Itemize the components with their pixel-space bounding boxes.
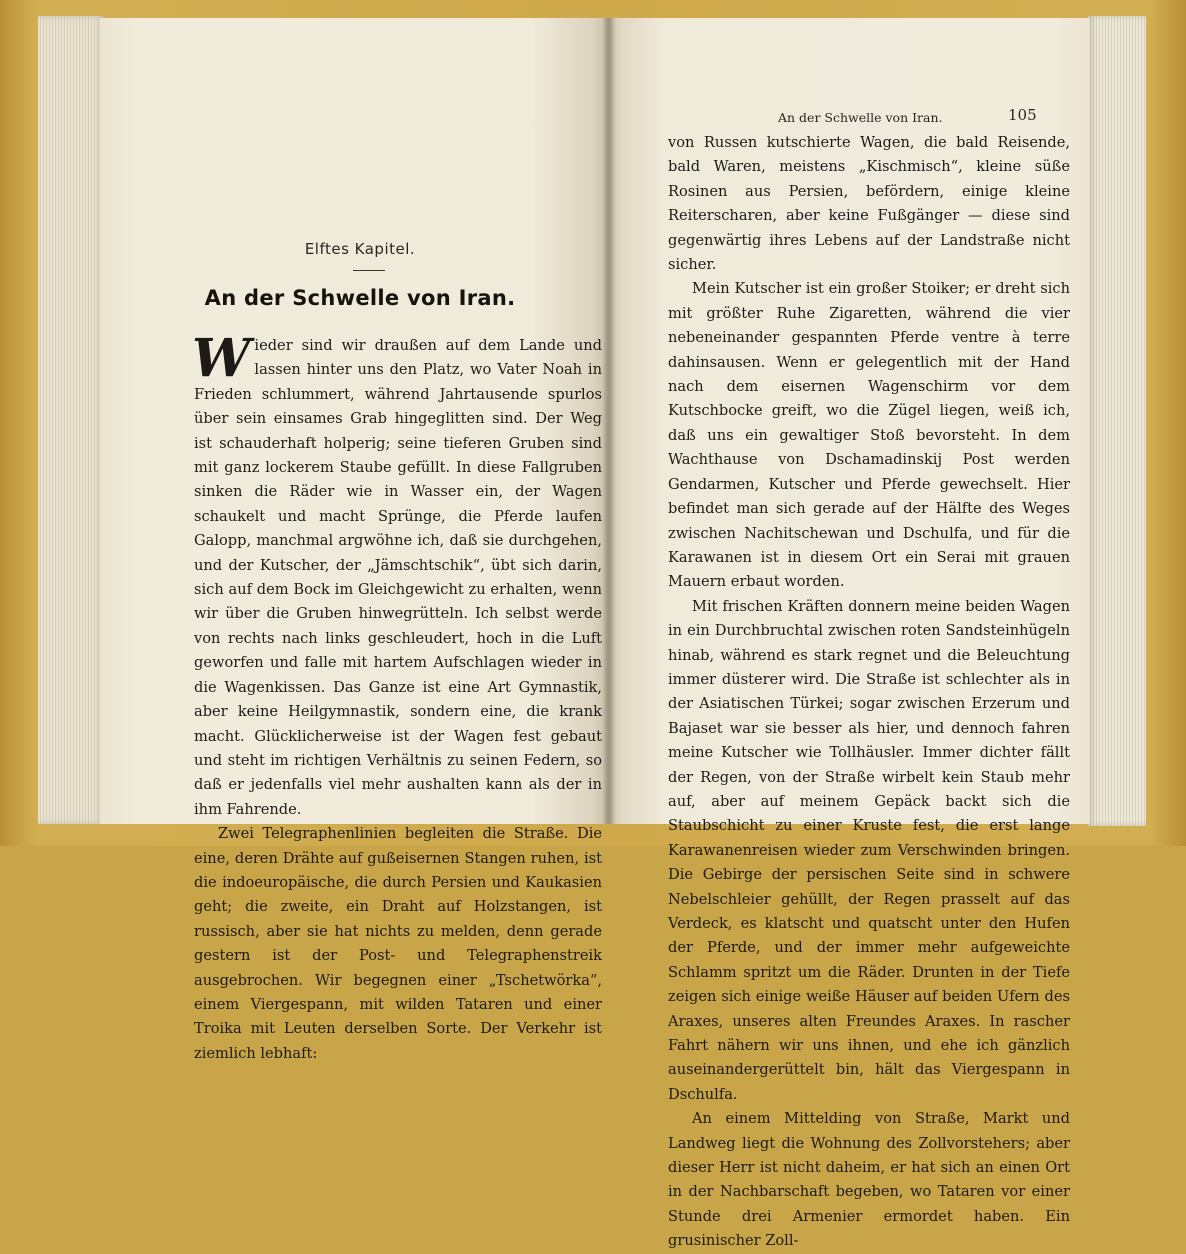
chapter-rule [353,270,385,271]
paragraph: An einem Mittelding von Straße, Markt und Landweg liegt die Wohnung des Zollvorstehers; aber dieser Herr ist nicht daheim, er hat sich an einen Ort in der Nachbarschaft begeben, wo Tataren vor einer Stunde drei Armenier ermordet haben. Ein grusinischer Zoll- [668,1110,1070,1250]
left-page-text [192,328,602,1066]
paragraph: Wieder sind wir draußen auf dem Lande und lassen hinter uns den Platz, wo Vater Noah in Frieden schlummert, während Jahrtausende spurlos über sein einsames Grab hingeglitten sind. Der Weg ist schauderhaft holperig; seine tieferen Gruben sind mit ganz lockerem Staube gefüllt. In diese Fallgruben sinken die Räder wie in Wasser ein, der Wagen schaukelt und macht Sprünge, die Pferde laufen Galopp, manchmal argwöhne ich, daß sie durchgehen, und der Kutscher, der „Jämschtschik“, übt sich darin, sich auf dem Bock im Gleichgewicht zu erhalten, wenn wir über die Gruben hinwegrütteln. Ich selbst werde von rechts nach links geschleudert, hoch in die Luft geworfen und falle mit hartem Aufschlagen wieder in die Wagenkissen. Das Ganze ist eine Art Gymnastik, aber keine Heilgymnastik, sondern eine, die krank macht. Glücklicherweise ist der Wagen fest gebaut und steht im richtigen Verhältnis zu seinen Federn, so daß er jedenfalls viel mehr aushalten kann als der in ihm Fahrende. [192,328,602,818]
left-page [100,18,608,1062]
drop-cap: W [192,328,251,389]
running-head: An der Schwelle von Iran. [778,110,943,125]
paragraph: von Russen kutschierte Wagen, die bald Reisende, bald Waren, meistens „Kischmisch“, kleine süße Rosinen aus Persien, befördern, einige kleine Reiterscharen, aber keine Fußgänger — diese sind gegenwärtig ihres Lebens auf der Landstraße nicht sicher. [668,134,1070,274]
book-gutter [602,18,616,824]
page-edges-left [38,16,104,824]
page-number: 105 [1008,106,1037,124]
page-edges-right [1088,16,1146,826]
chapter-label: Elftes Kapitel. [304,240,416,258]
chapter-title: An der Schwelle von Iran. [204,286,516,310]
paragraph: Zwei Telegraphenlinien begleiten die Straße. Die eine, deren Drähte auf gußeisernen Stangen ruhen, ist die indoeuropäische, die durch Persien und Kaukasien geht; die zweite, ein Draht auf Holzstangen, ist russisch, aber sie hat nichts zu melden, denn gerade gestern ist der Post- und Telegraphenstreik ausgebrochen. Wir begegnen einer „Tschetwörka“, einem Viergespann, mit wilden Tataren und einer Troika mit Leuten derselben Sorte. Der Verkehr ist ziemlich lebhaft: [194,825,602,1062]
paragraph: Mit frischen Kräften donnern meine beiden Wagen in ein Durchbruchtal zwischen roten Sandsteinhügeln hinab, während es stark regnet und die Beleuchtung immer düsterer wird. Die Straße ist schlechter als in der Asiatischen Türkei; sogar zwischen Erzerum und Bajaset war sie besser als hier, und dennoch fahren meine Kutscher wie Tollhäusler. Immer dichter fällt der Regen, von der Straße wirbelt kein Staub mehr auf, aber auf meinem Gepäck backt sich die Staubschicht zu einer Kruste fest, die erst lange Karawanenreisen wieder zum Verschwinden bringen. Die Gebirge der persischen Seite sind in schwere Nebelschleier gehüllt, der Regen prasselt auf das Verdeck, es klatscht und quatscht unter den Hufen der Pferde, und der immer mehr aufgeweichte Schlamm spritzt um die Räder. Drunten in der Tiefe zeigen sich einige weiße Häuser auf beiden Ufern des Araxes, unseres alten Freundes Araxes. In rascher Fahrt nähern wir uns ihnen, und ehe ich gänzlich auseinandergerüttelt bin, hält das Viergespann in Dschulfa. [668,597,1070,1103]
paragraph: Mein Kutscher ist ein großer Stoiker; er dreht sich mit größter Ruhe Zigaretten, während die vier nebeneinander gespannten Pferde ventre à terre dahinsausen. Wenn er gelegentlich mit der Hand nach dem eisernen Wagenschirm vor dem Kutschbocke greift, wo die Zügel liegen, weiß ich, daß uns ein gewaltiger Stoß bevorsteht. In dem Wachthause von Dschamadinskij Post werden Gendarmen, Kutscher und Pferde gewechselt. Hier befindet man sich gerade auf der Hälfte des Weges zwischen Nachitschewan und Dschulfa, und für die Karawanen ist in diesem Ort ein Serai mit grauen Mauern erbaut worden. [668,280,1070,591]
right-page-text [668,131,1070,1254]
right-page [608,18,1090,1250]
